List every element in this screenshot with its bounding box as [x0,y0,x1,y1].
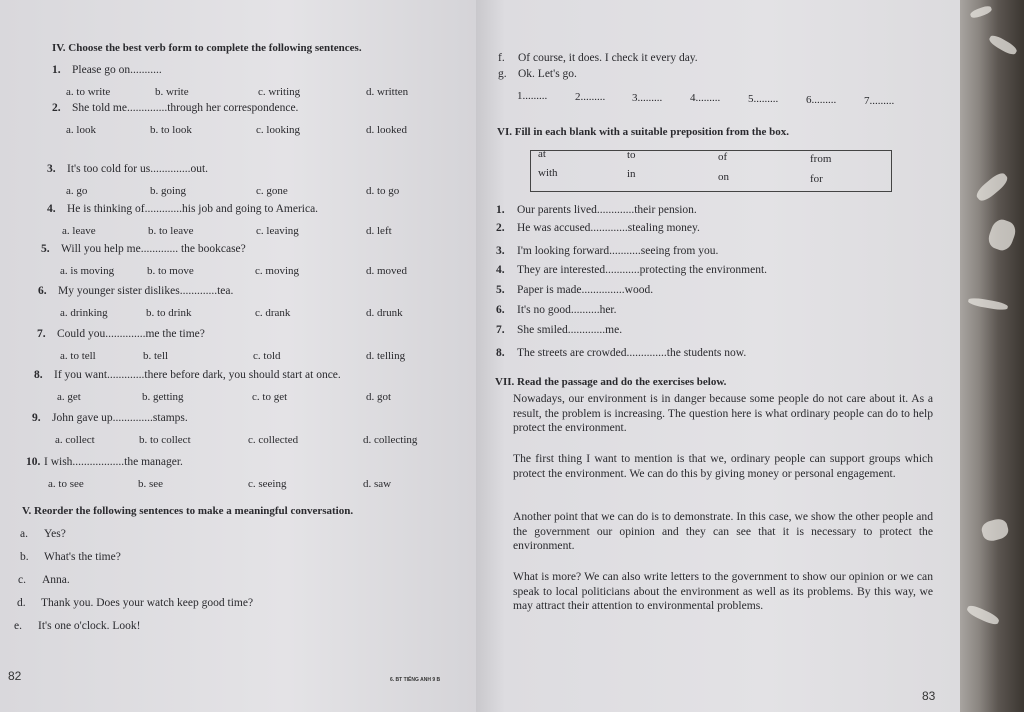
question-number: 4. [47,203,56,215]
preposition-word: from [810,153,832,165]
answer-option-a[interactable]: a. to see [48,478,84,490]
sentence-text[interactable]: It's no good..........her. [517,304,617,316]
sentence-number: 3. [496,245,505,257]
preposition-word: on [718,171,729,183]
answer-option-b[interactable]: b. to leave [148,225,194,237]
sentence-number: 8. [496,347,505,359]
question-number: 5. [41,243,50,255]
question-number: 3. [47,163,56,175]
answer-option-b[interactable]: b. to collect [139,434,191,446]
question-number: 10. [26,456,41,468]
section-6-title: VI. Fill in each blank with a suitable preposition from the box. [497,126,790,138]
answer-slot[interactable]: 6......... [806,94,837,106]
answer-option-d[interactable]: d. moved [366,265,407,277]
answer-option-c[interactable]: c. gone [256,185,288,197]
section-4-title: IV. Choose the best verb form to complete the following sentences. [52,42,362,54]
answer-option-a[interactable]: a. leave [62,225,96,237]
paragraph-text: Another point that we can do is to demonstrate. In this case, we show the other people and the government our opinion and they can see that it is necessary to protect the environment. [513,510,933,552]
conversation-key: d. [17,597,26,609]
conversation-line: Yes? [44,528,66,540]
conversation-line: Ok. Let's go. [518,68,577,80]
question-text: John gave up..............stamps. [52,412,188,424]
answer-option-b[interactable]: b. going [150,185,187,197]
conversation-line: It's one o'clock. Look! [38,620,141,632]
question-text: Will you help me............. the bookcase? [61,243,246,255]
passage-paragraph [513,392,933,436]
answer-option-a[interactable]: a. to tell [60,350,96,362]
sentence-text[interactable]: Our parents lived.............their pension. [517,204,697,216]
answer-option-c[interactable]: c. told [253,350,281,362]
answer-option-d[interactable]: d. written [366,86,409,98]
answer-option-c[interactable]: c. looking [256,124,300,136]
conversation-key: e. [14,620,22,632]
answer-option-a[interactable]: a. collect [55,434,95,446]
passage-paragraph [513,452,933,481]
conversation-key: g. [498,68,507,80]
answer-option-d[interactable]: d. saw [363,478,392,490]
conversation-key: c. [18,574,26,586]
preposition-word: in [627,168,636,180]
answer-option-b[interactable]: b. getting [142,391,184,403]
question-number: 1. [52,64,61,76]
passage-paragraph [513,570,933,614]
section-5-title: V. Reorder the following sentences to make a meaningful conversation. [22,505,354,517]
answer-option-b[interactable]: b. see [138,478,164,490]
preposition-word: at [538,148,546,160]
sentence-text[interactable]: I'm looking forward...........seeing from you. [517,245,719,257]
paragraph-text: What is more? We can also write letters to the government to show our opinion or we can speak to local politicians about the environment as well as its problems. By this way, we may attract their attention to environmental problems. [513,570,933,612]
answer-slot[interactable]: 4......... [690,92,721,105]
answer-option-d[interactable]: d. got [366,391,392,403]
question-text: Could you..............me the time? [57,328,205,340]
answer-option-d[interactable]: d. telling [366,350,406,362]
answer-slot[interactable]: 5......... [748,93,779,106]
conversation-line: Thank you. Does your watch keep good time? [41,597,254,609]
answer-option-b[interactable]: b. to look [150,124,192,136]
preposition-word: of [718,151,728,163]
question-number: 6. [38,285,47,297]
answer-option-a[interactable]: a. drinking [60,307,108,319]
question-text: She told me..............through her correspondence. [72,102,299,114]
section-7-title: VII. Read the passage and do the exercises below. [495,376,727,388]
sentence-text[interactable]: Paper is made...............wood. [517,284,654,296]
conversation-line: What's the time? [44,551,121,563]
sentence-text[interactable]: He was accused.............stealing money. [517,222,700,234]
preposition-word: with [538,167,558,179]
left-page [0,0,476,712]
question-text: He is thinking of.............his job and going to America. [67,203,319,215]
conversation-key: b. [20,551,29,563]
conversation-line: Anna. [42,574,70,586]
question-text: It's too cold for us..............out. [67,163,209,175]
paragraph-text: The first thing I want to mention is that we, ordinary people can support groups which protect the environment. We can do this by giving money or personal engagement. [513,452,933,480]
question-text: I wish..................the manager. [44,456,183,468]
answer-option-a[interactable]: a. get [57,391,81,403]
answer-slot[interactable]: 3......... [632,91,663,104]
sentence-number: 7. [496,324,505,336]
conversation-key: a. [20,528,28,540]
answer-option-a[interactable]: a. look [66,124,96,136]
preposition-word: for [810,173,823,185]
conversation-line: Of course, it does. I check it every day. [518,52,698,64]
question-text: My younger sister dislikes.............tea. [58,285,234,297]
answer-option-c[interactable]: c. leaving [256,225,299,237]
sentence-number: 5. [496,284,505,296]
answer-option-b[interactable]: b. write [155,86,189,98]
answer-option-d[interactable]: d. left [366,225,392,237]
answer-slot[interactable]: 1......... [517,90,548,102]
book-edge [960,0,1024,712]
answer-option-a[interactable]: a. is moving [60,265,115,277]
sentence-number: 4. [496,264,505,276]
answer-option-b[interactable]: b. to move [147,265,194,277]
answer-option-a[interactable]: a. go [66,185,88,197]
answer-option-d[interactable]: d. to go [366,185,400,197]
question-text: If you want.............there before dark, you should start at once. [54,369,341,381]
answer-option-a[interactable]: a. to write [66,86,111,98]
sentence-number: 1. [496,204,505,216]
paragraph-text: Nowadays, our environment is in danger because some people do not care about it. As a result, the problem is increasing. The question here is what ordinary people can do to help protect the environment. [513,392,933,434]
answer-slot[interactable]: 2......... [575,90,606,103]
page-number-left: 82 [8,669,22,683]
sentence-text[interactable]: They are interested............protecting the environment. [517,264,768,276]
answer-option-c[interactable]: c. moving [255,265,299,277]
page-number-right: 83 [922,689,936,703]
sentence-number: 6. [496,304,505,316]
answer-option-c[interactable]: c. drank [255,307,291,319]
sentence-number: 2. [496,222,505,234]
answer-slot[interactable]: 7......... [864,94,895,107]
answer-option-c[interactable]: c. seeing [248,478,287,490]
preposition-word: to [627,149,636,161]
conversation-key: f. [498,52,505,64]
question-text: Please go on........... [72,64,162,76]
question-number: 7. [37,328,46,340]
answer-option-c[interactable]: c. to get [252,391,288,403]
sentence-text[interactable]: She smiled.............me. [517,324,623,336]
passage-paragraph [513,510,933,554]
answer-option-d[interactable]: d. drunk [366,307,403,319]
question-number: 2. [52,102,61,114]
page-footer: 6. BT TIẾNG ANH 9 B [390,677,441,683]
answer-option-d[interactable]: d. looked [366,124,407,136]
sentence-text[interactable]: The streets are crowded..............the students now. [517,347,747,359]
question-number: 8. [34,369,43,381]
question-number: 9. [32,412,41,424]
answer-option-b[interactable]: b. tell [143,350,169,362]
answer-option-c[interactable]: c. collected [248,434,299,446]
answer-option-b[interactable]: b. to drink [146,307,192,319]
preposition-box [530,150,892,192]
answer-option-d[interactable]: d. collecting [363,434,418,446]
answer-option-c[interactable]: c. writing [258,86,301,98]
